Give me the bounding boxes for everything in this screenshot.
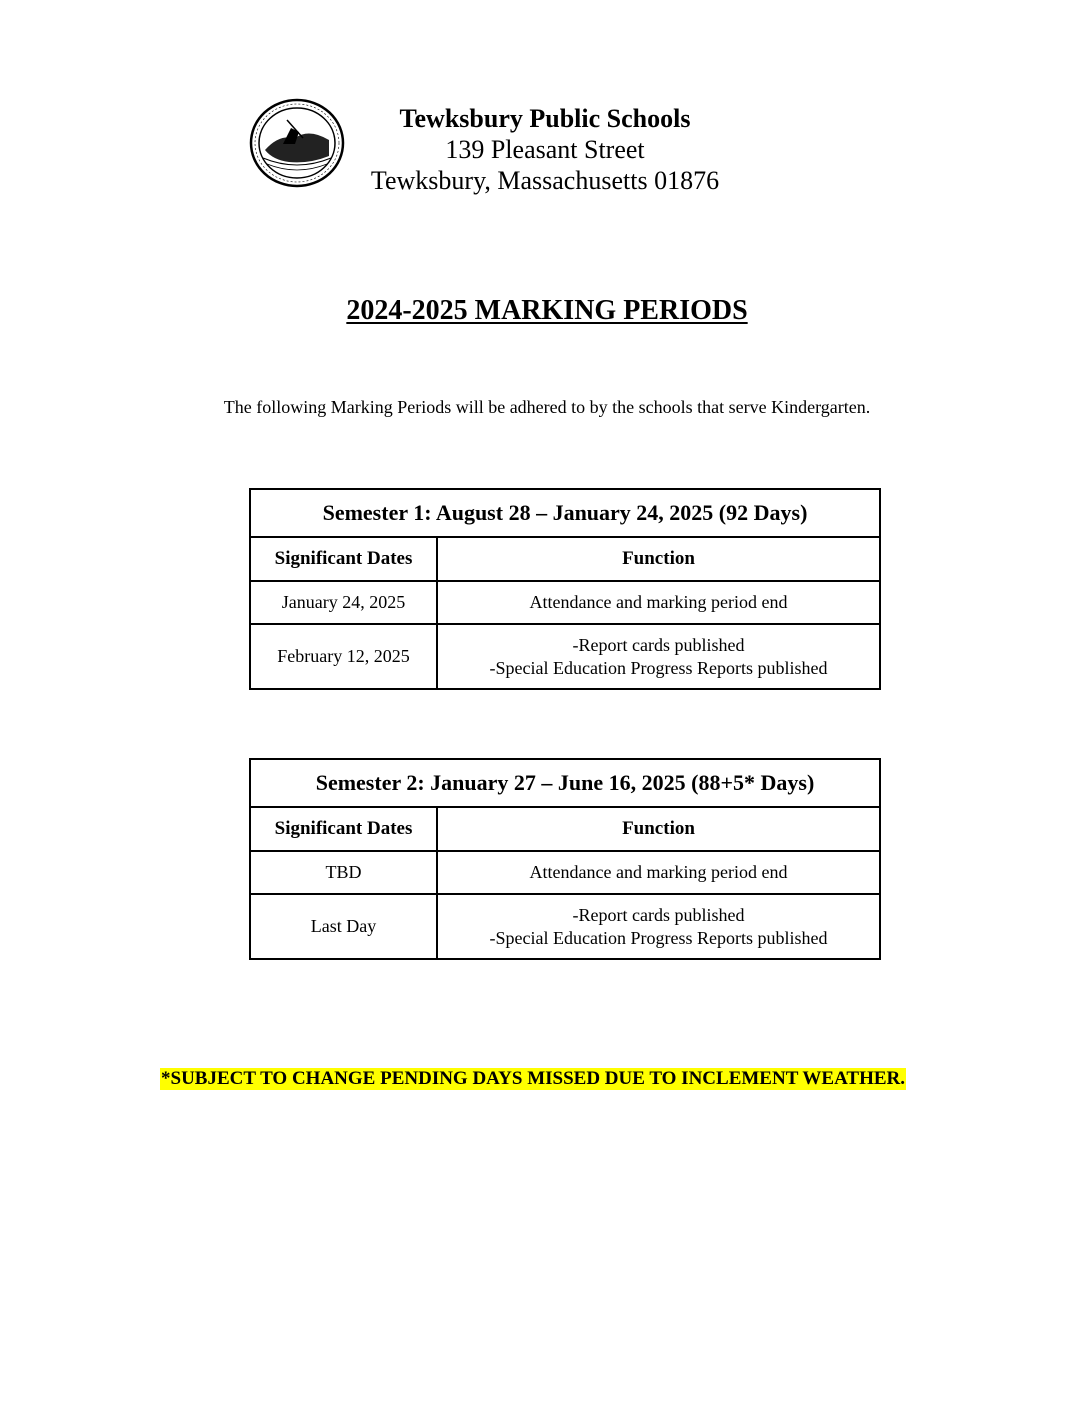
date-cell: TBD: [250, 851, 437, 894]
weather-disclaimer: *SUBJECT TO CHANGE PENDING DAYS MISSED DUE TO INCLEMENT WEATHER.: [161, 1068, 906, 1089]
function-line: Attendance and marking period end: [529, 592, 788, 612]
letterhead: [0, 96, 1088, 196]
function-cell: [437, 894, 880, 959]
semester-2-table: [249, 758, 881, 960]
function-cell: [437, 851, 880, 894]
function-line: -Report cards published: [572, 634, 745, 655]
function-cell: [437, 624, 880, 689]
school-name: Tewksbury Public Schools: [399, 104, 691, 133]
column-header-dates: Significant Dates: [250, 537, 437, 581]
town-seal-icon: [249, 98, 345, 188]
function-line: -Report cards published: [572, 904, 745, 925]
column-header-dates: Significant Dates: [250, 807, 437, 851]
function-line: -Special Education Progress Reports published: [489, 657, 828, 678]
table-row: [250, 894, 880, 959]
date-cell: February 12, 2025: [250, 624, 437, 689]
table-title: Semester 1: August 28 – January 24, 2025 (92 Days): [250, 489, 880, 537]
function-cell: [437, 581, 880, 624]
column-header-function: Function: [437, 537, 880, 581]
column-header-function: Function: [437, 807, 880, 851]
function-line: Attendance and marking period end: [529, 862, 788, 882]
street-address: 139 Pleasant Street: [445, 135, 645, 164]
city-state-zip: Tewksbury, Massachusetts 01876: [370, 166, 720, 195]
table-title: Semester 2: January 27 – June 16, 2025 (88+5* Days): [250, 759, 880, 807]
table-row: [250, 624, 880, 689]
table-row: [250, 851, 880, 894]
table-row: [250, 581, 880, 624]
intro-text: The following Marking Periods will be adhered to by the schools that serve Kindergarten.: [223, 397, 871, 417]
semester-1-table: [249, 488, 881, 690]
date-cell: January 24, 2025: [250, 581, 437, 624]
school-address-block: [350, 104, 740, 196]
date-cell: Last Day: [250, 894, 437, 959]
page-title: 2024-2025 MARKING PERIODS: [346, 295, 748, 326]
function-line: -Special Education Progress Reports published: [489, 927, 828, 948]
